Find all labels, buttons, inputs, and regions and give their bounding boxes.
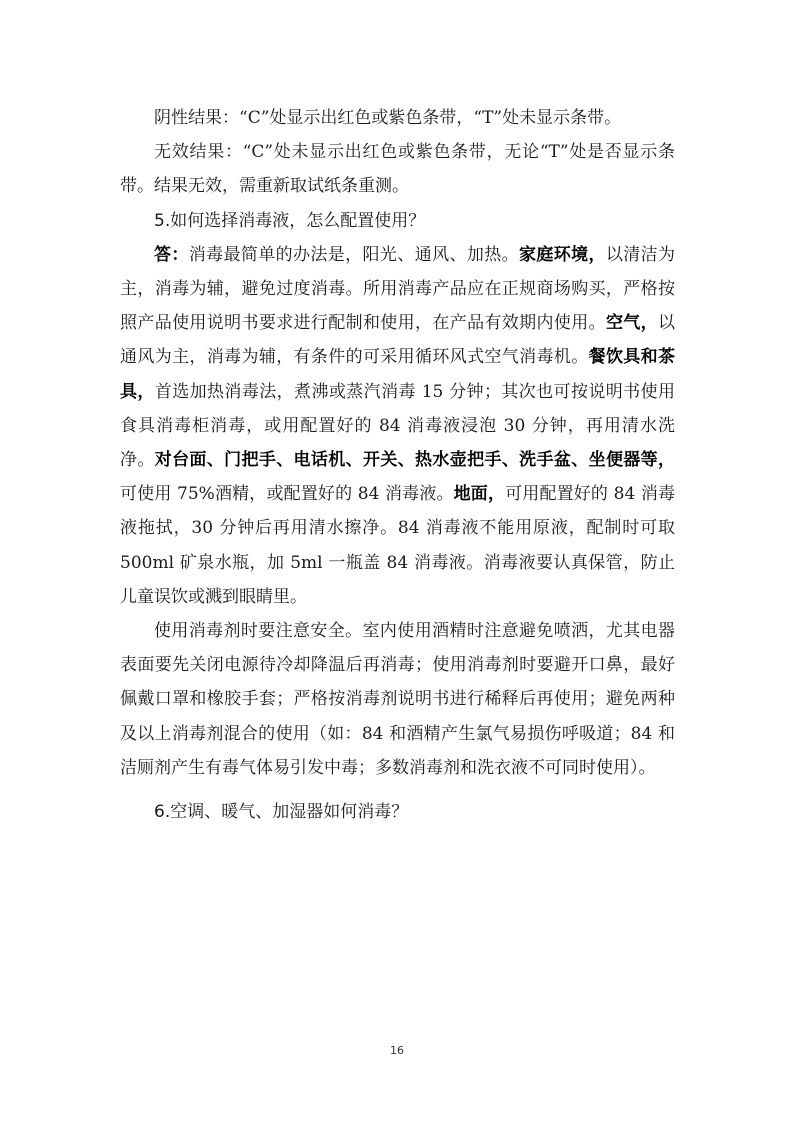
air-text: 以通风为主，消毒为辅，有条件的可采用循环风式空气消毒机。 bbox=[120, 313, 676, 368]
body-text bbox=[120, 101, 675, 829]
home-label: 家庭环境， bbox=[518, 244, 606, 265]
answer-intro: 消毒最简单的办法是，阳光、通风、加热。 bbox=[188, 244, 519, 265]
safety-paragraph: 使用消毒剂时要注意安全。室内使用酒精时注意避免喷洒，尤其电器表面要先关闭电源待冷却降温后再消毒；使用消毒剂时要避开口鼻，最好佩戴口罩和橡胶手套；严格按消毒剂说明书进行稀释后再使用；避免两种及以上消毒剂混合的使用（如：84 和酒精产生氯气易损伤呼吸道；84 和洁厕剂产生有毒气体易引发中毒；多数消毒剂和洗衣液不可同时使用）。 bbox=[120, 621, 675, 778]
invalid-result-paragraph: 无效结果：“C”处未显示出红色或紫色条带，无论“T”处是否显示条带。结果无效，需重新取试纸条重测。 bbox=[120, 142, 675, 197]
surfaces-label: 对台面、门把手、电话机、开关、热水壶把手、洗手盆、坐便器等， bbox=[154, 450, 676, 471]
home-text: 以清洁为主，消毒为辅，避免过度消毒。所用消毒产品应在正规商场购买，严格按照产品使用说明书要求进行配制和使用，在产品有效期内使用。 bbox=[120, 244, 676, 334]
dishes-text: 首选加热消毒法，煮沸或蒸汽消毒 15 分钟；其次也可按说明书使用食具消毒柜消毒，或用配置好的 84 消毒液浸泡 30 分钟，再用清水洗净。 bbox=[120, 381, 675, 471]
dishes-label: 餐饮具和茶具， bbox=[120, 347, 676, 402]
section-heading-q5: 5.如何选择消毒液，怎么配置使用？ bbox=[154, 210, 426, 231]
floor-text: 可用配置好的 84 消毒液拖拭，30 分钟后再用清水擦净。84 消毒液不能用原液，配制时可取 500ml 矿泉水瓶，加 5ml 一瓶盖 84 消毒液。消毒液要认真保管，防止儿童误饮或溅到眼睛里。 bbox=[120, 484, 675, 607]
negative-result-paragraph: 阴性结果：“C”处显示出红色或紫色条带，“T”处未显示条带。 bbox=[154, 108, 622, 128]
spacer bbox=[120, 785, 675, 795]
page-number: 16 bbox=[390, 1044, 404, 1057]
surfaces-text: 可使用 75%酒精，或配置好的 84 消毒液。 bbox=[120, 484, 454, 505]
section-heading-q6: 6.空调、暖气、加湿器如何消毒？ bbox=[154, 802, 409, 823]
floor-label: 地面， bbox=[453, 484, 506, 505]
air-label: 空气， bbox=[605, 313, 659, 334]
answer-paragraph bbox=[120, 238, 675, 614]
answer-label: 答： bbox=[154, 244, 189, 265]
